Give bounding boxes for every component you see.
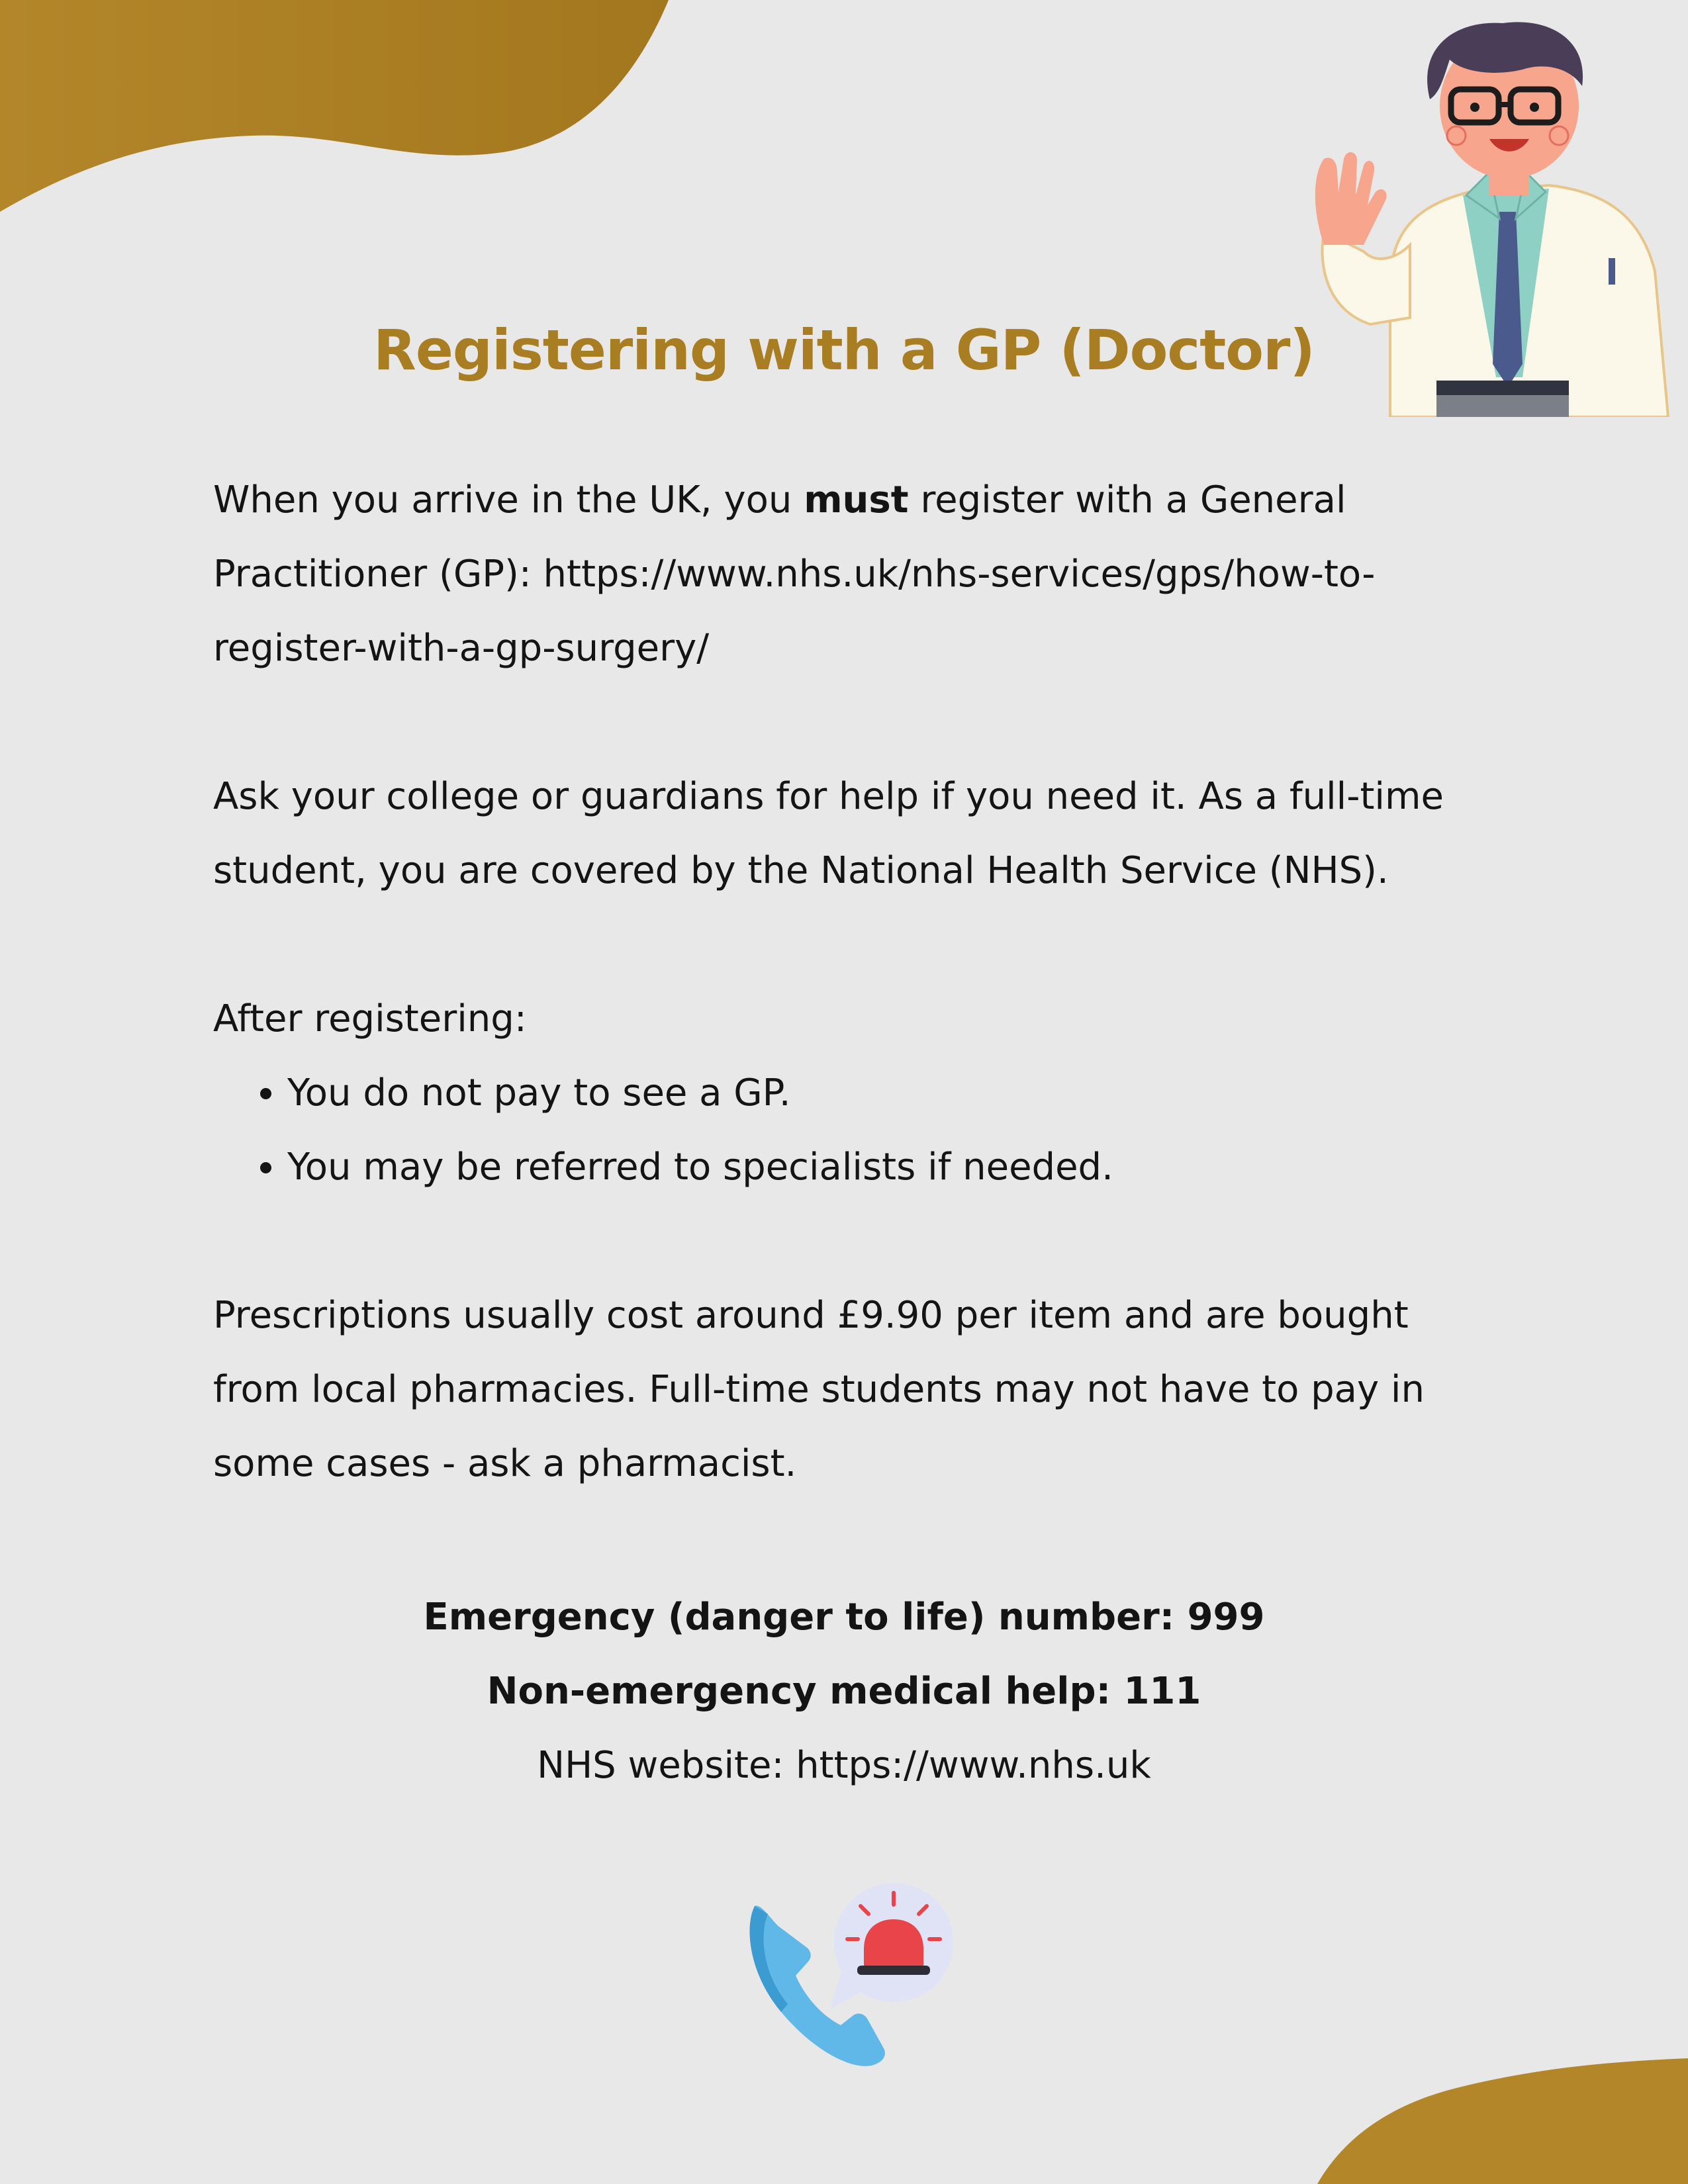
intro-text-after: register with a General Practitioner (GP): https://www.nhs.uk/nhs-services/gps/how-to-register-with-a-gp-surgery/: [213, 478, 1376, 670]
intro-emphasis: must: [804, 478, 909, 522]
main-content: [213, 463, 1497, 1501]
nhs-website: NHS website: https://www.nhs.uk: [537, 1744, 1151, 1787]
prescriptions-paragraph: Prescriptions usually cost around £9.90 per item and are bought from local pharmacies. Full-time students may not have to pay in some cases - ask a pharmacist.: [213, 1294, 1425, 1485]
list-item: • You may be referred to specialists if needed.: [287, 1130, 1497, 1205]
decorative-blob-bottom: [1317, 2052, 1688, 2184]
emergency-phone-icon: [741, 1866, 960, 2078]
after-registering-heading: After registering:: [213, 997, 527, 1040]
help-paragraph: Ask your college or guardians for help if you need it. As a full-time student, you are covered by the National Health Service (NHS).: [213, 775, 1444, 892]
intro-paragraph: [213, 463, 1497, 686]
page-title: Registering with a GP (Doctor): [373, 318, 1315, 383]
intro-text-before: When you arrive in the UK, you: [213, 478, 804, 522]
list-item: • You do not pay to see a GP.: [287, 1056, 1497, 1130]
after-registering-list: [213, 1056, 1497, 1205]
non-emergency-number: Non-emergency medical help: 111: [487, 1670, 1201, 1713]
emergency-number: Emergency (danger to life) number: 999: [423, 1596, 1265, 1639]
decorative-blob-top: [0, 0, 675, 212]
contact-numbers: [0, 1580, 1688, 1803]
